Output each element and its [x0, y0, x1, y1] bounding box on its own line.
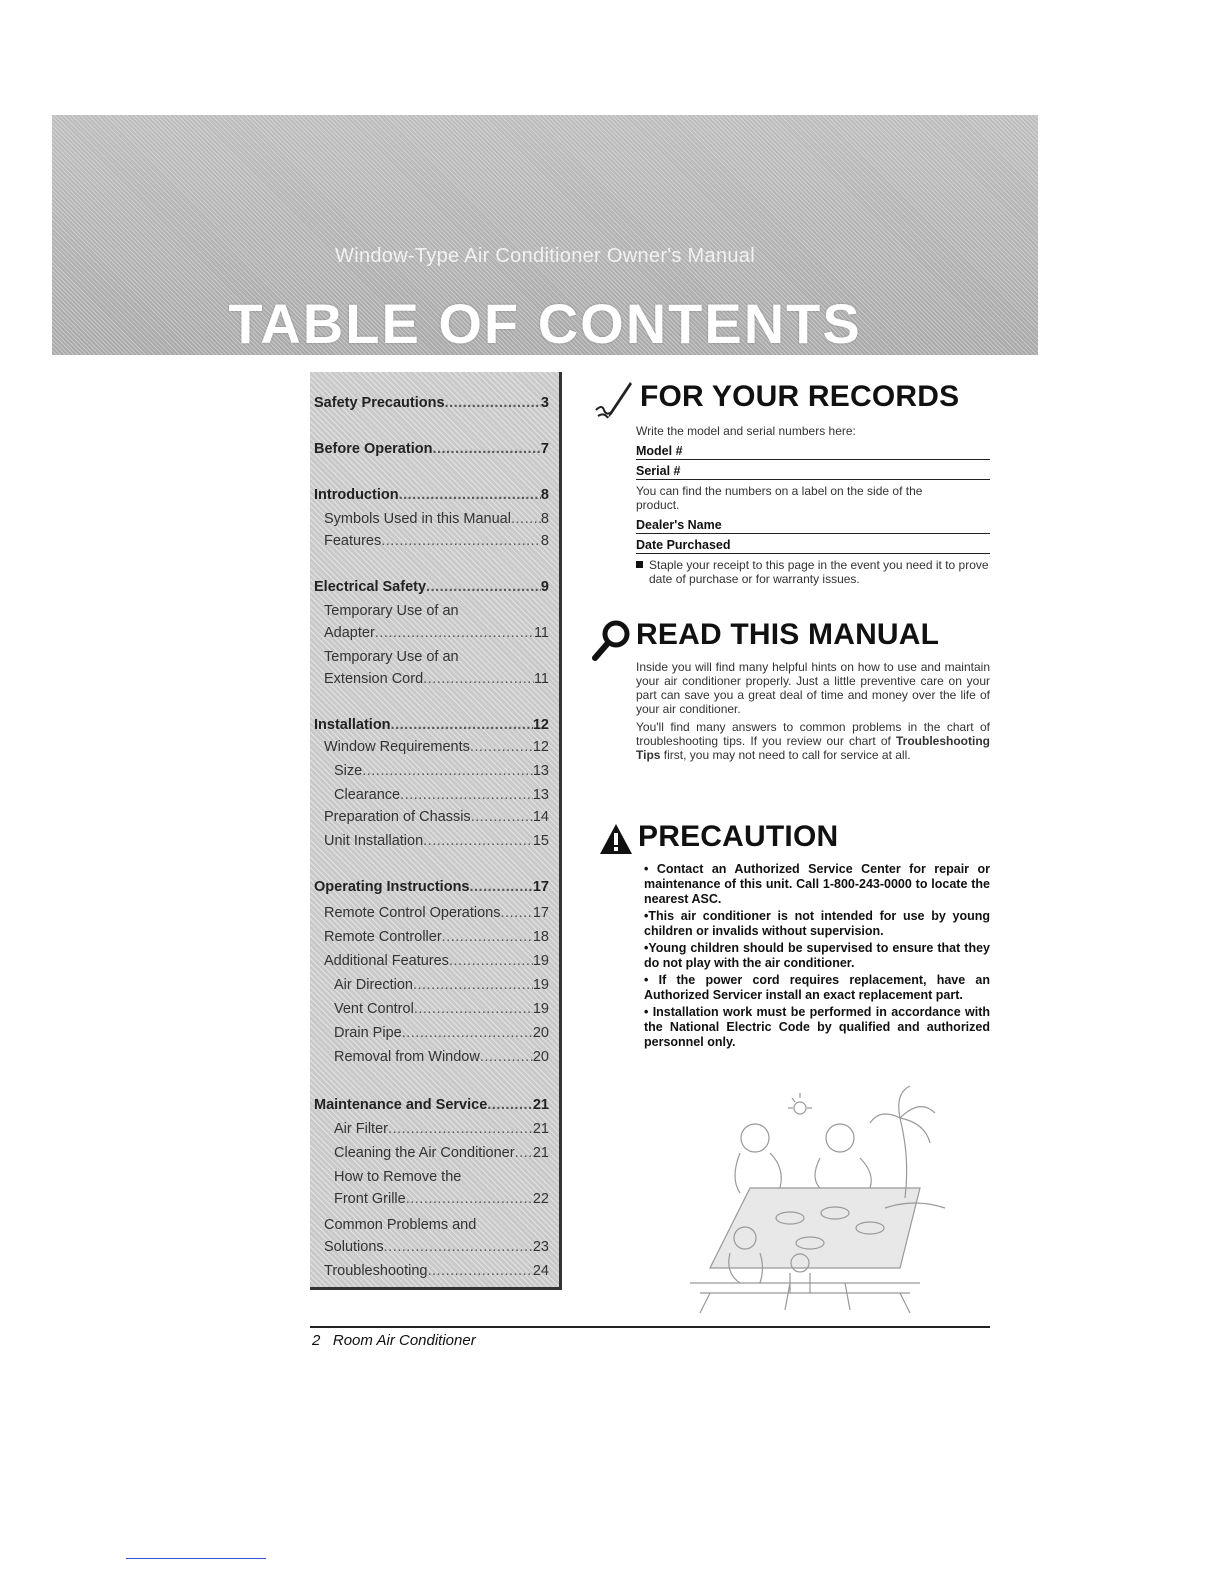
- manual-section: [636, 660, 990, 762]
- toc-entry[interactable]: [334, 974, 549, 996]
- staple-note: [636, 558, 990, 586]
- toc-dot-leader: [402, 1022, 533, 1044]
- toc-entry-page: 3: [540, 395, 549, 411]
- toc-entry-page: 22: [532, 1191, 549, 1207]
- toc-dot-leader: [381, 530, 541, 552]
- precaution-item: • If the power cord requires replacement, have an Authorized Servicer install an exact replacement part.: [644, 973, 990, 1002]
- manual-heading: READ THIS MANUAL: [636, 618, 940, 651]
- toc-entry-page: 19: [532, 953, 549, 969]
- toc-entry[interactable]: [324, 830, 549, 852]
- toc-dot-leader: [400, 784, 533, 806]
- warning-icon: [598, 822, 634, 856]
- page-number: 2: [312, 1332, 321, 1349]
- toc-entry-page: 24: [532, 1263, 549, 1279]
- toc-dot-leader: [427, 1260, 532, 1282]
- toc-entry-label: Symbols Used in this Manual: [324, 511, 511, 527]
- serial-field[interactable]: Serial #: [636, 464, 990, 480]
- page-title: TABLE OF CONTENTS: [228, 292, 862, 355]
- manual-subtitle: Window-Type Air Conditioner Owner's Manual: [335, 245, 755, 267]
- toc-dot-leader: [388, 1118, 533, 1140]
- toc-entry-label: Maintenance and Service: [314, 1097, 488, 1113]
- toc-entry-page: 12: [532, 717, 549, 733]
- toc-entry-page: 11: [533, 671, 549, 687]
- toc-dot-leader: [423, 830, 533, 852]
- toc-dot-leader: [501, 902, 533, 924]
- toc-entry-label: Installation: [314, 717, 391, 733]
- toc-entry[interactable]: [324, 600, 549, 622]
- toc-entry[interactable]: [314, 714, 549, 736]
- toc-entry-label: Clearance: [334, 787, 401, 803]
- toc-entry[interactable]: [334, 760, 549, 782]
- toc-entry[interactable]: [314, 392, 549, 414]
- toc-entry[interactable]: [314, 438, 549, 460]
- toc-entry-label: Common Problems and: [324, 1217, 477, 1233]
- troubleshooting-tips-label: Troubleshooting Tips: [636, 734, 990, 762]
- toc-entry[interactable]: [324, 508, 549, 530]
- toc-entry[interactable]: [314, 1094, 549, 1116]
- toc-dot-leader: [480, 1046, 533, 1068]
- toc-dot-leader: [442, 926, 533, 948]
- toc-entry-label: Front Grille: [334, 1191, 406, 1207]
- find-numbers-text: You can find the numbers on a label on the side of the product.: [636, 484, 923, 512]
- toc-entry-label: Cleaning the Air Conditioner: [334, 1145, 515, 1161]
- toc-dot-leader: [487, 1094, 533, 1116]
- manual-paragraph-2c: first, you may not need to call for service at all.: [663, 748, 911, 762]
- toc-entry-page: 23: [532, 1239, 549, 1255]
- toc-dot-leader: [414, 998, 533, 1020]
- toc-entry-page: 17: [532, 905, 549, 921]
- toc-entry[interactable]: [334, 1142, 549, 1164]
- toc-entry[interactable]: [324, 806, 549, 828]
- toc-entry-page: 21: [532, 1145, 549, 1161]
- manual-paragraph-2a: You'll find many answers to common problems in the chart of troubleshooting tips. If you review our chart of: [636, 720, 990, 748]
- toc-entry[interactable]: [324, 622, 549, 644]
- title-banner: [52, 115, 1038, 355]
- toc-entry-label: Preparation of Chassis: [324, 809, 471, 825]
- toc-entry-page: 12: [532, 739, 549, 755]
- toc-entry-page: 8: [540, 511, 549, 527]
- toc-entry[interactable]: [334, 1022, 549, 1044]
- toc-dot-leader: [423, 668, 534, 690]
- picnic-illustration: [670, 1078, 960, 1318]
- toc-entry[interactable]: [334, 784, 549, 806]
- toc-dot-leader: [432, 438, 540, 460]
- toc-entry-label: Troubleshooting: [324, 1263, 428, 1279]
- toc-dot-leader: [375, 622, 534, 644]
- toc-entry-label: Window Requirements: [324, 739, 470, 755]
- toc-entry[interactable]: [314, 576, 549, 598]
- toc-entry-page: 21: [532, 1097, 549, 1113]
- toc-entry-label: Remote Control Operations: [324, 905, 501, 921]
- toc-dot-leader: [399, 484, 541, 506]
- toc-entry-label: Air Filter: [334, 1121, 388, 1137]
- toc-dot-leader: [515, 1142, 533, 1164]
- toc-entry[interactable]: [324, 1214, 549, 1236]
- toc-entry[interactable]: [324, 530, 549, 552]
- toc-entry-label: Introduction: [314, 487, 399, 503]
- toc-entry-label: Removal from Window: [334, 1049, 480, 1065]
- toc-entry-label: Air Direction: [334, 977, 413, 993]
- toc-entry-page: 8: [540, 533, 549, 549]
- toc-entry-label: Electrical Safety: [314, 579, 427, 595]
- footer-rule: [310, 1326, 990, 1328]
- toc-entry-page: 11: [533, 625, 549, 641]
- toc-entry-page: 15: [532, 833, 549, 849]
- toc-entry-label: Extension Cord: [324, 671, 424, 687]
- toc-entry[interactable]: [314, 484, 549, 506]
- toc-entry-page: 8: [540, 487, 549, 503]
- toc-dot-leader: [362, 760, 533, 782]
- toc-entry-page: 19: [532, 977, 549, 993]
- toc-entry-label: How to Remove the: [334, 1169, 462, 1185]
- toc-entry[interactable]: [324, 668, 549, 690]
- precaution-item: • Contact an Authorized Service Center for repair or maintenance of this unit. Call 1-800-243-0000 to locate the nearest ASC.: [644, 862, 990, 906]
- toc-entry-label: Vent Control: [334, 1001, 414, 1017]
- records-intro: Write the model and serial numbers here:: [636, 424, 856, 438]
- precaution-list: [644, 862, 990, 1052]
- toc-dot-leader: [470, 876, 533, 898]
- staple-text: Staple your receipt to this page in the event you need it to prove date of purchase or for warranty issues.: [649, 558, 989, 586]
- toc-entry-label: Solutions: [324, 1239, 384, 1255]
- toc-entry[interactable]: [324, 902, 549, 924]
- model-field[interactable]: Model #: [636, 444, 990, 460]
- toc-entry[interactable]: [324, 1260, 549, 1282]
- toc-entry-page: 7: [540, 441, 549, 457]
- toc-entry-label: Unit Installation: [324, 833, 424, 849]
- toc-entry-page: 9: [540, 579, 549, 595]
- date-purchased-field[interactable]: Date Purchased: [636, 538, 990, 554]
- manual-paragraph-1: Inside you will find many helpful hints on how to use and maintain your air conditioner properly. Just a little preventive care on your part can save you a great deal of time and money over the life of your air conditioner.: [636, 660, 990, 716]
- toc-entry[interactable]: [324, 1236, 549, 1258]
- toc-entry-page: 17: [532, 879, 549, 895]
- toc-entry[interactable]: [334, 1166, 549, 1188]
- toc-entry[interactable]: [334, 1188, 549, 1210]
- toc-entry[interactable]: [324, 736, 549, 758]
- records-section: [636, 424, 990, 586]
- toc-entry[interactable]: [334, 1046, 549, 1068]
- toc-entry[interactable]: [334, 1118, 549, 1140]
- toc-dot-leader: [413, 974, 533, 996]
- precaution-heading: PRECAUTION: [638, 820, 839, 853]
- toc-dot-leader: [384, 1236, 533, 1258]
- dealer-name-field[interactable]: Dealer's Name: [636, 518, 990, 534]
- toc-entry-label: Remote Controller: [324, 929, 442, 945]
- toc-entry[interactable]: [324, 646, 549, 668]
- toc-entry[interactable]: [314, 876, 549, 898]
- toc-entry-label: Temporary Use of an: [324, 649, 459, 665]
- toc-dot-leader: [391, 714, 533, 736]
- toc-entry-label: Safety Precautions: [314, 395, 445, 411]
- toc-entry-label: Adapter: [324, 625, 375, 641]
- toc-entry-page: 20: [532, 1025, 549, 1041]
- toc-entry[interactable]: [324, 950, 549, 972]
- toc-dot-leader: [470, 736, 533, 758]
- toc-dot-leader: [426, 576, 541, 598]
- toc-entry-page: 20: [532, 1049, 549, 1065]
- toc-dot-leader: [445, 392, 541, 414]
- page-footer: [312, 1332, 476, 1349]
- manual-paragraph-2: [636, 720, 990, 762]
- toc-entry-label: Additional Features: [324, 953, 449, 969]
- toc-entry-page: 21: [532, 1121, 549, 1137]
- footer-title: Room Air Conditioner: [332, 1332, 476, 1349]
- toc-entry-label: Size: [334, 763, 363, 779]
- toc-entry-label: Temporary Use of an: [324, 603, 459, 619]
- records-heading: FOR YOUR RECORDS: [640, 380, 960, 413]
- magnifier-icon: [590, 618, 632, 662]
- toc-entry-page: 18: [532, 929, 549, 945]
- toc-entry[interactable]: [324, 926, 549, 948]
- pen-icon: [592, 380, 638, 426]
- toc-entry[interactable]: [334, 998, 549, 1020]
- toc-dot-leader: [471, 806, 533, 828]
- precaution-item: •Young children should be supervised to ensure that they do not play with the air conditioner.: [644, 941, 990, 970]
- toc-entry-label: Features: [324, 533, 382, 549]
- toc-entry-page: 13: [532, 763, 549, 779]
- square-bullet-icon: [636, 561, 643, 568]
- precaution-item: •This air conditioner is not intended for use by young children or invalids without supervision.: [644, 909, 990, 938]
- toc-entry-page: 14: [532, 809, 549, 825]
- toc-entry-label: Operating Instructions: [314, 879, 470, 895]
- toc-entry-label: Before Operation: [314, 441, 433, 457]
- precaution-item: • Installation work must be performed in accordance with the National Electric Code by qualified and authorized personnel only.: [644, 1005, 990, 1049]
- table-of-contents: [310, 372, 562, 1290]
- toc-dot-leader: [449, 950, 533, 972]
- toc-entry-page: 19: [532, 1001, 549, 1017]
- toc-dot-leader: [406, 1188, 533, 1210]
- toc-dot-leader: [511, 508, 541, 530]
- toc-entry-page: 13: [532, 787, 549, 803]
- toc-entry-label: Drain Pipe: [334, 1025, 402, 1041]
- bottom-rule: [126, 1558, 266, 1559]
